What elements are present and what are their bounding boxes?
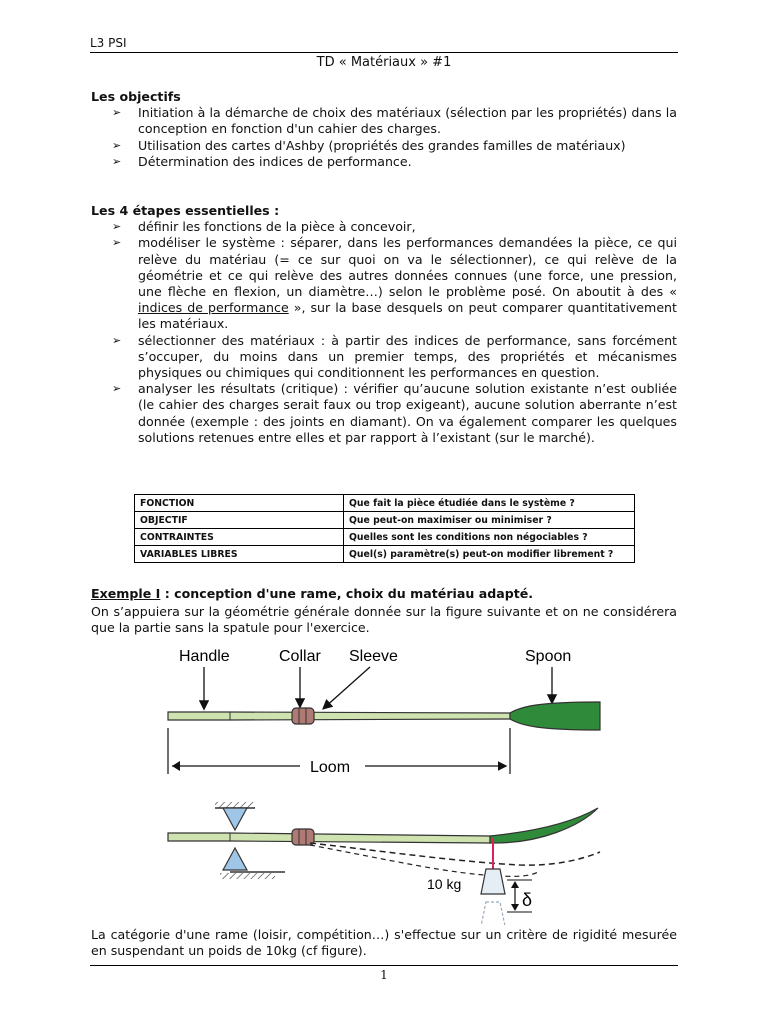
list-item: ➢ Initiation à la démarche de choix des matériaux (sélection par les propriétés) dans la conception en fonction d'un cahier des charges. bbox=[112, 105, 677, 137]
arrow-bullet-icon: ➢ bbox=[112, 106, 122, 120]
handle-label: Handle bbox=[179, 648, 230, 665]
steps-section bbox=[91, 203, 677, 446]
spoon-label: Spoon bbox=[525, 648, 572, 665]
objectives-list bbox=[91, 105, 677, 170]
table-row: VARIABLES LIBRES Quel(s) paramètre(s) peut-on modifier librement ? bbox=[135, 546, 635, 563]
page-number: 1 bbox=[380, 968, 388, 982]
arrow-bullet-icon: ➢ bbox=[112, 220, 122, 234]
objectives-heading: Les objectifs bbox=[91, 89, 181, 104]
steps-list bbox=[91, 219, 677, 446]
arrow-bullet-icon: ➢ bbox=[112, 138, 122, 152]
steps-heading: Les 4 étapes essentielles : bbox=[91, 203, 280, 218]
oar-figure bbox=[160, 640, 620, 925]
list-item: ➢ analyser les résultats (critique) : vérifier qu’aucune solution existante n’est oubliée (le cahier des charges serait faux ou trop exigeant), aucune solution aberrante n’est donnée (exemple : des joints en diamant). On va également comparer les quelques solutions retenues entre elles et par rapport à l’existant (sur le marché). bbox=[112, 381, 677, 445]
list-item: ➢ Utilisation des cartes d'Ashby (propriétés des grandes familles de matériaux) bbox=[112, 137, 626, 153]
performance-index-link: indices de performance bbox=[138, 300, 289, 316]
document-title: TD « Matériaux » #1 bbox=[316, 55, 452, 70]
arrow-bullet-icon: ➢ bbox=[112, 154, 122, 168]
table-row: OBJECTIF Que peut-on maximiser ou minimiser ? bbox=[135, 512, 635, 529]
arrow-bullet-icon: ➢ bbox=[112, 382, 122, 396]
example-conclusion: La catégorie d'une rame (loisir, compétition…) s'effectue sur un critère de rigidité mesurée en suspendant un poids de 10kg (cf figure). bbox=[91, 927, 677, 959]
example-intro: On s’appuiera sur la géométrie générale donnée sur la figure suivante et on ne considérera que la partie sans la spatule pour l'exercice. bbox=[91, 604, 677, 636]
arrow-bullet-icon: ➢ bbox=[112, 333, 122, 347]
list-item: ➢ Détermination des indices de performance. bbox=[112, 153, 412, 169]
sleeve-label: Sleeve bbox=[349, 648, 398, 665]
loom-label: Loom bbox=[310, 759, 351, 776]
oar-top bbox=[168, 702, 600, 730]
lower-support-icon bbox=[223, 848, 247, 870]
header-label: L3 PSI bbox=[90, 36, 127, 50]
list-item: ➢ modéliser le système : séparer, dans les performances demandées la pièce, ce qui relève du matériau (= ce sur quoi on va le sélectionner), ce qui relève de la géométrie et ce qui relève des autres données connues (une force, une pression, une flèche en flexion, un diamètre…) selon le problème posé. On aboutit à des « indices de performance », sur la base desquels on peut comparer quantitativement les matériaux. bbox=[112, 235, 677, 332]
table-row: FONCTION Que fait la pièce étudiée dans le système ? bbox=[135, 495, 635, 512]
header-rule bbox=[90, 52, 678, 53]
weight-icon bbox=[481, 869, 505, 894]
upper-support-icon bbox=[223, 808, 247, 830]
example-title: Exemple I : conception d'une rame, choix du matériau adapté. bbox=[91, 586, 534, 601]
list-item: ➢ définir les fonctions de la pièce à concevoir, bbox=[112, 219, 416, 235]
list-item: ➢ sélectionner des matériaux : à partir des indices de performance, sans forcément s’occuper, du moins dans un premier temps, des propriétés et mécanismes physiques ou chimiques qui conditionnent les performances en question. bbox=[112, 332, 677, 381]
criteria-table bbox=[134, 494, 635, 563]
objectives-section bbox=[91, 89, 677, 170]
footer-rule bbox=[90, 965, 678, 966]
delta-label: δ bbox=[522, 890, 533, 910]
sleeve-pointer bbox=[324, 667, 370, 708]
collar-label: Collar bbox=[279, 648, 321, 665]
mass-label: 10 kg bbox=[427, 876, 462, 892]
displaced-weight-icon bbox=[481, 902, 505, 925]
arrow-bullet-icon: ➢ bbox=[112, 236, 122, 250]
stiffness-test-setup bbox=[168, 802, 600, 925]
table-row: CONTRAINTES Quelles sont les conditions non négociables ? bbox=[135, 529, 635, 546]
